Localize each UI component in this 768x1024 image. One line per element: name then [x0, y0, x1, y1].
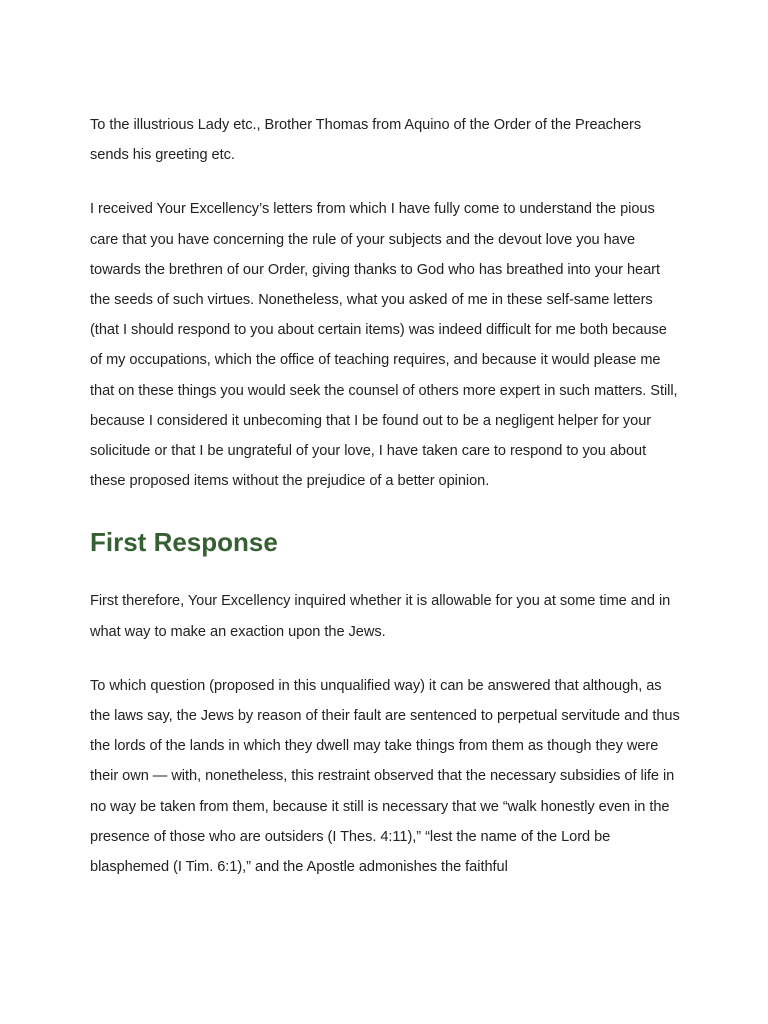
- section-heading-first-response: First Response: [90, 527, 278, 558]
- section-paragraph-answer: To which question (proposed in this unqualified way) it can be answered that although, as the laws say, the Jews by reason of their fault are sentenced to perpetual servitude and thus the lords of the lands in which they dwell may take things from them as though they were their own — with, nonetheless, this restraint observed that the necessary subsidies of life in no way be taken from them, because it still is necessary that we “walk honestly even in the presence of those who are outsiders (I Thes. 4:11),” “lest the name of the Lord be blasphemed (I Tim. 6:1),” and the Apostle admonishes the faithful: [90, 677, 680, 876]
- intro-paragraph-greeting: To the illustrious Lady etc., Brother Thomas from Aquino of the Order of the Preachers sends his greeting etc.: [90, 117, 642, 164]
- intro-paragraph-letters: I received Your Excellency’s letters from which I have fully come to understand the pious care that you have concerning the rule of your subjects and the devout love you have towards the brethren of our Order, giving thanks to God who has breathed into your heart the seeds of such virtues. Nonetheless, what you asked of me in these self-same letters (that I should respond to you about certain items) was indeed difficult for me both because of my occupations, which the office of teaching requires, and because it would please me that on these things you would seek the counsel of others more expert in such matters. Still, because I considered it unbecoming that I be found out to be a negligent helper for your solicitude or that I be ungrateful of your love, I have taken care to respond to you about these proposed items without the prejudice of a better opinion.: [90, 201, 678, 490]
- document-page: [90, 110, 680, 906]
- section-paragraph-question: First therefore, Your Excellency inquired whether it is allowable for you at some time and in what way to make an exaction upon the Jews.: [90, 593, 671, 640]
